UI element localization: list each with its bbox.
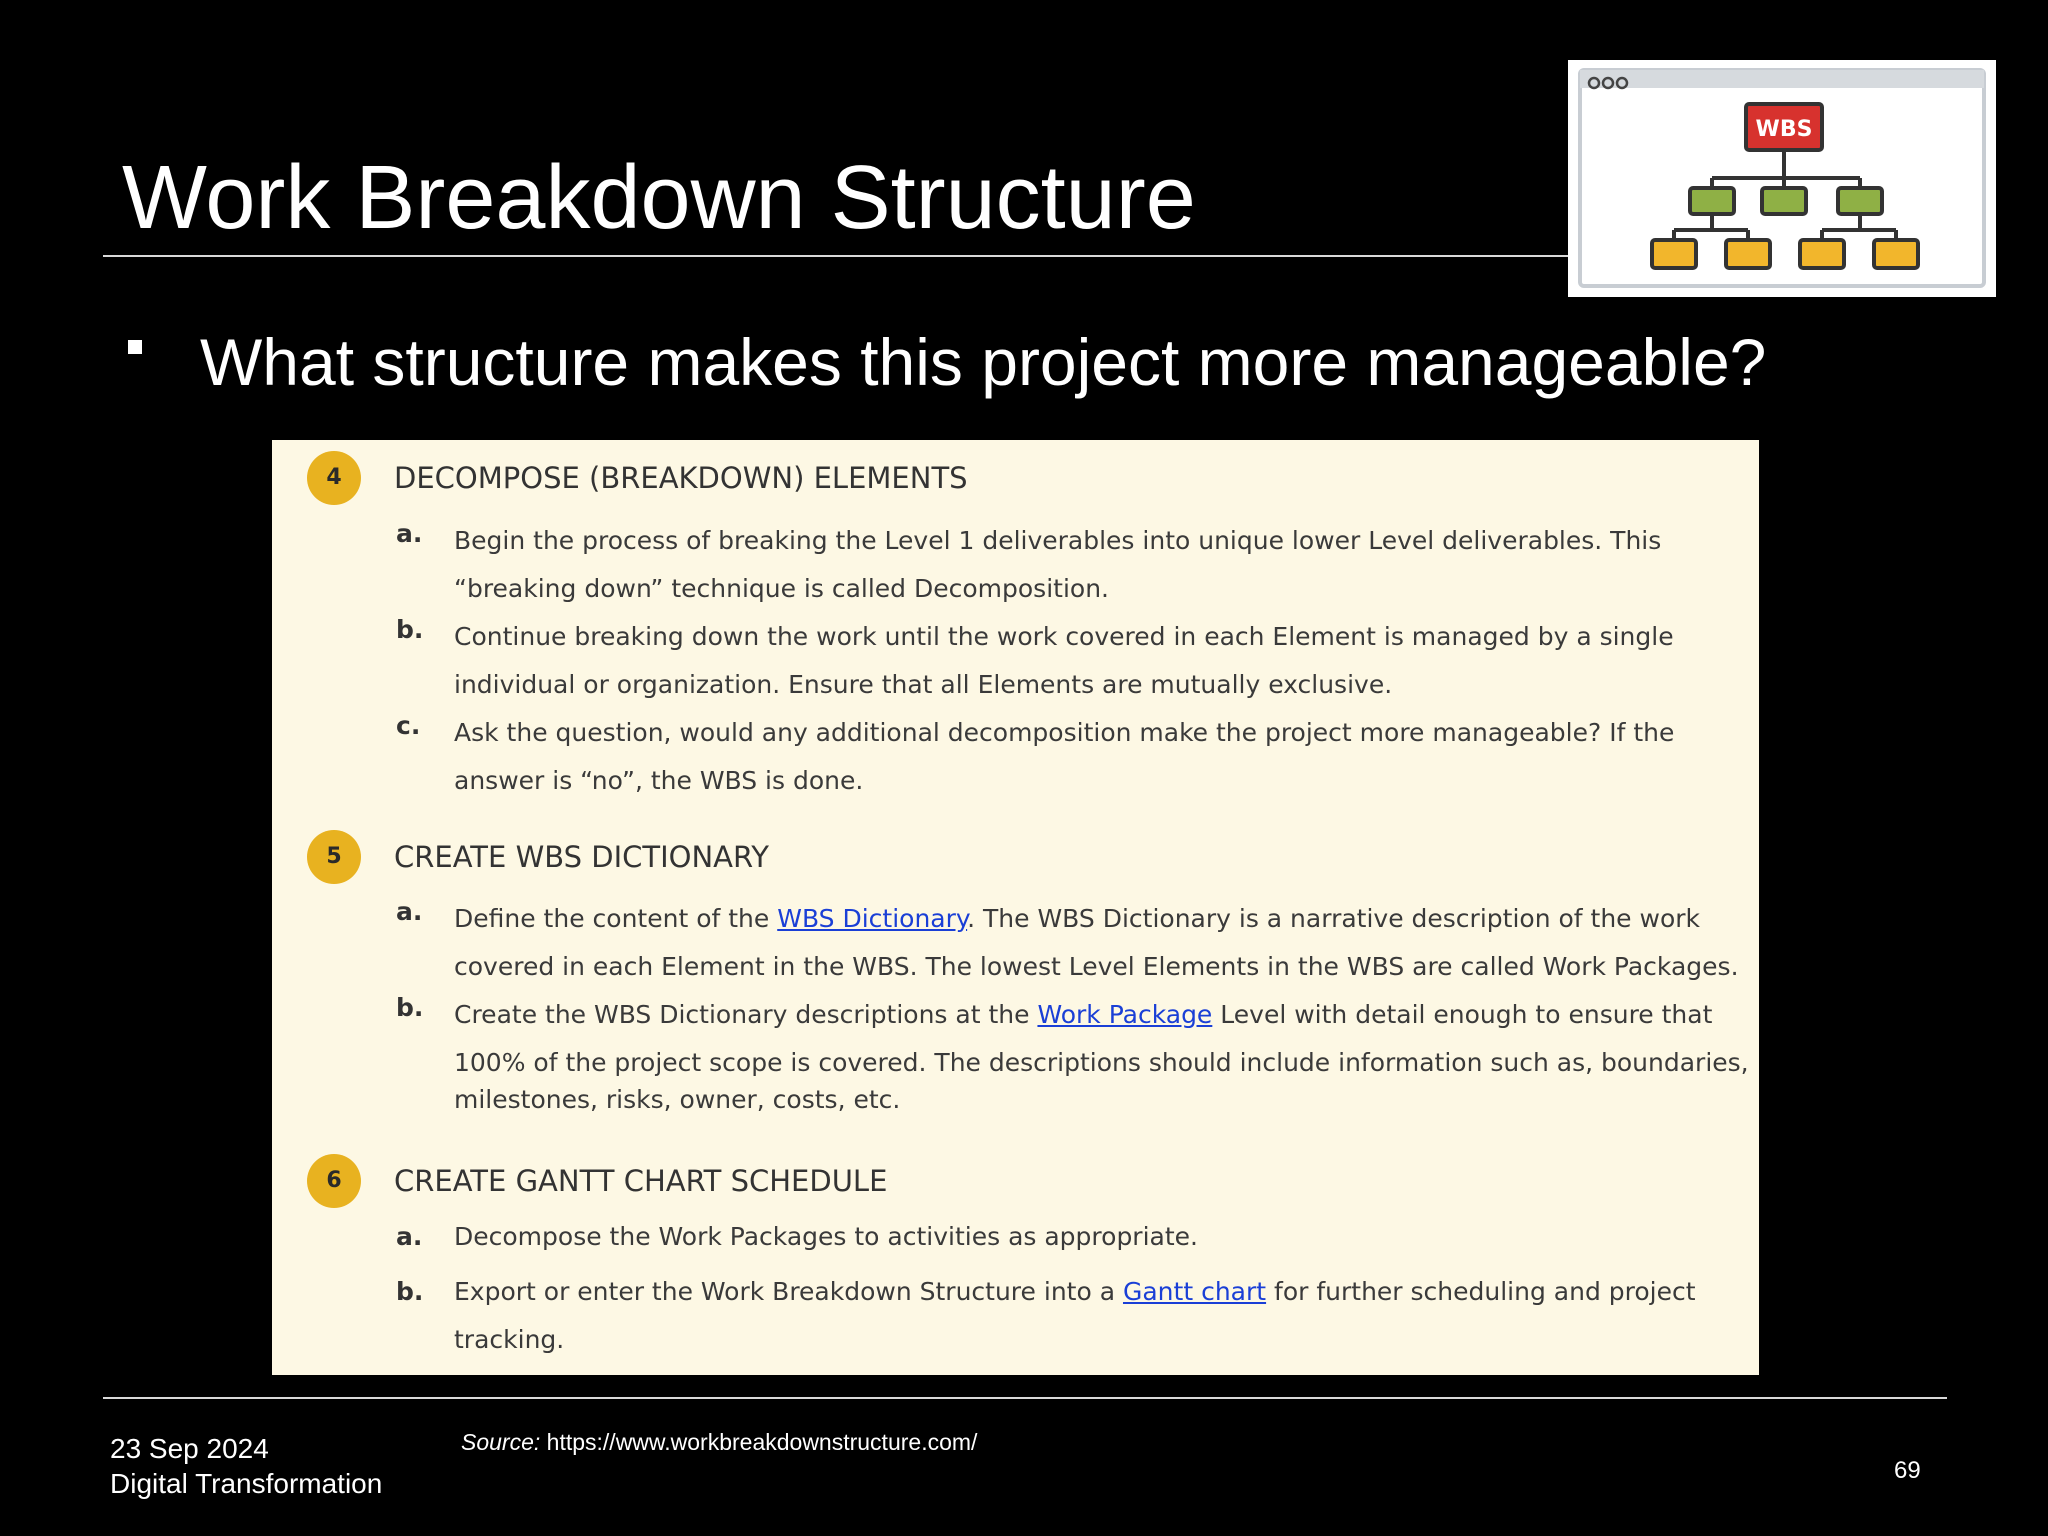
- item-letter: a.: [396, 897, 423, 926]
- list-item: [454, 1220, 1754, 1254]
- source-url: https://www.workbreakdownstructure.com/: [546, 1429, 978, 1455]
- step-heading: CREATE WBS DICTIONARY: [394, 840, 770, 874]
- bullet-question: What structure makes this project more manageable?: [200, 325, 1767, 399]
- list-item: [454, 991, 1754, 1117]
- item-line: Define the content of the WBS Dictionary. The WBS Dictionary is a narrative description of the work: [454, 904, 1700, 933]
- footer-date: 23 Sep 2024: [110, 1433, 269, 1464]
- item-line: covered in each Element in the WBS. The lowest Level Elements in the WBS are called Work Packages.: [454, 952, 1739, 981]
- bullet-marker: [128, 340, 142, 354]
- item-line: milestones, risks, owner, costs, etc.: [454, 1085, 901, 1114]
- item-line: Continue breaking down the work until the work covered in each Element is managed by a single: [454, 622, 1674, 651]
- item-line: Begin the process of breaking the Level 1 deliverables into unique lower Level deliverables. This: [454, 526, 1662, 555]
- list-item: [454, 709, 1754, 805]
- item-line: Create the WBS Dictionary descriptions at the Work Package Level with detail enough to ensure that: [454, 1000, 1713, 1029]
- item-letter: b.: [396, 993, 424, 1022]
- footer-divider: [103, 1397, 1947, 1399]
- item-letter: b.: [396, 1277, 424, 1306]
- title-divider: [103, 255, 1569, 257]
- list-item: [454, 895, 1754, 991]
- item-letter: c.: [396, 711, 421, 740]
- wbs-dictionary-link[interactable]: WBS Dictionary: [777, 904, 968, 933]
- item-letter: a.: [396, 519, 423, 548]
- step-number-badge: 6: [307, 1154, 361, 1208]
- step-number-badge: 4: [307, 451, 361, 505]
- wbs-steps-panel: [272, 440, 1759, 1375]
- slide-title: Work Breakdown Structure: [122, 148, 1196, 248]
- gantt-chart-link[interactable]: Gantt chart: [1122, 1277, 1267, 1306]
- item-line: tracking.: [454, 1325, 565, 1354]
- item-line: 100% of the project scope is covered. The descriptions should include information such as, boundaries,: [454, 1048, 1749, 1077]
- item-line: “breaking down” technique is called Decomposition.: [454, 574, 1109, 603]
- logo-label: WBS: [1755, 117, 1813, 142]
- step-heading: DECOMPOSE (BREAKDOWN) ELEMENTS: [394, 461, 968, 495]
- source-citation: [461, 1427, 977, 1457]
- step-number-badge: 5: [307, 830, 361, 884]
- list-item: [454, 1268, 1754, 1364]
- item-line: Export or enter the Work Breakdown Structure into a Gantt chart for further scheduling and project: [454, 1277, 1696, 1306]
- item-line: Ask the question, would any additional decomposition make the project more manageable? If the: [454, 718, 1675, 747]
- page-number: 69: [1894, 1457, 1921, 1484]
- footer-course: Digital Transformation: [110, 1468, 383, 1499]
- source-label: Source:: [461, 1429, 541, 1455]
- list-item: [454, 517, 1754, 613]
- step-heading: CREATE GANTT CHART SCHEDULE: [394, 1164, 888, 1198]
- item-letter: a.: [396, 1222, 423, 1251]
- item-line: Decompose the Work Packages to activities as appropriate.: [454, 1222, 1198, 1251]
- work-package-link[interactable]: Work Package: [1037, 1000, 1213, 1029]
- wbs-hierarchy-icon: [1568, 60, 1996, 297]
- list-item: [454, 613, 1754, 709]
- item-letter: b.: [396, 615, 424, 644]
- item-line: individual or organization. Ensure that all Elements are mutually exclusive.: [454, 670, 1393, 699]
- item-line: answer is “no”, the WBS is done.: [454, 766, 864, 795]
